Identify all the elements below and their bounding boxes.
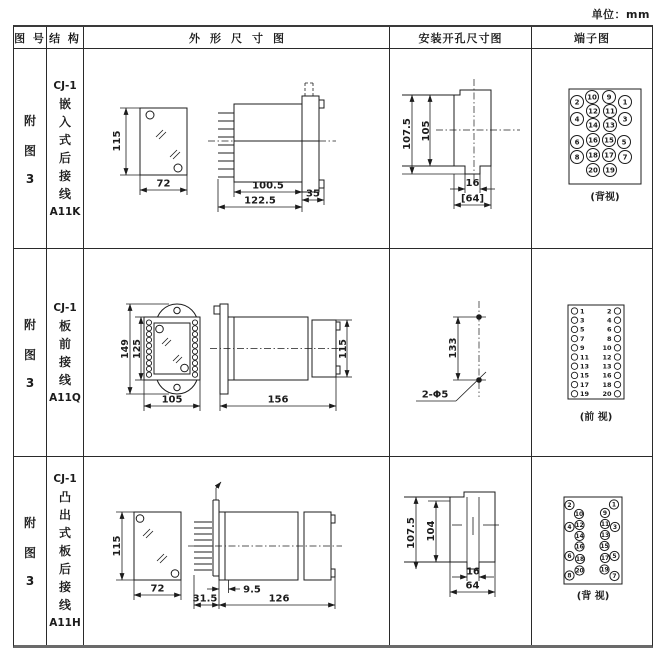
- text-line: 线: [58, 598, 71, 612]
- dim-115: 115: [112, 130, 123, 152]
- terminal-number-left: 3: [580, 316, 585, 325]
- text-line: A11K: [49, 205, 81, 218]
- dim-115: 115: [112, 535, 123, 557]
- terminal-diagram-a11h: [532, 457, 652, 645]
- text-line: CJ-1: [53, 301, 77, 314]
- mount-hole-bottom: [476, 377, 482, 383]
- text-line: CJ-1: [53, 473, 77, 485]
- terminal-number-right: 13: [602, 362, 612, 371]
- outline-drawing-a11k: [84, 49, 390, 249]
- terminal-number: 4: [567, 524, 572, 532]
- terminal-circles-rear: [571, 91, 632, 177]
- dim-35: 35: [306, 188, 320, 200]
- mount-drawing-a11k: [390, 49, 532, 249]
- terminal-number: 15: [604, 136, 614, 145]
- terminal-number: 9: [606, 93, 612, 102]
- terminal-number-left: 5: [580, 325, 585, 334]
- text-line: 接: [58, 168, 71, 183]
- structure-row3: [47, 457, 84, 645]
- dim-72: 72: [150, 583, 165, 595]
- text-line: CJ-1: [53, 79, 77, 92]
- terminal-number: 14: [575, 533, 584, 541]
- text-line: 附: [23, 516, 36, 530]
- header-fig-number: 图 号: [14, 27, 47, 49]
- text-line: 附: [23, 113, 36, 128]
- terminal-number: 15: [600, 543, 609, 551]
- dim-115-side: 115: [338, 339, 349, 359]
- terminal-number: 3: [622, 115, 628, 124]
- text-line: 3: [25, 171, 35, 186]
- terminal-number: 5: [621, 138, 627, 147]
- outline-drawing-a11h: [84, 457, 390, 645]
- text-line: 接: [58, 580, 71, 594]
- terminal-number-left: 11: [580, 353, 590, 362]
- terminal-number: 6: [574, 138, 580, 147]
- unit-label: 单位：mm: [591, 8, 650, 21]
- terminal-number-right: 20: [602, 390, 612, 399]
- text-line: 前: [58, 336, 71, 351]
- dim-2-phi5: 2-Φ5: [421, 389, 449, 401]
- text-line: 线: [58, 372, 71, 387]
- a11h-front-view: [112, 512, 181, 600]
- terminal-number: 18: [575, 556, 585, 564]
- terminal-number: 13: [605, 121, 615, 130]
- terminal-number: 8: [567, 572, 572, 580]
- terminal-number: 17: [600, 555, 610, 563]
- dim-125: 125: [132, 339, 143, 359]
- structure-row1: [47, 49, 84, 249]
- dim-105-w: 105: [161, 394, 183, 406]
- terminal-number-left: 1: [580, 307, 585, 316]
- text-line: 接: [58, 354, 71, 369]
- text-line: 附: [23, 317, 36, 332]
- dim-122-5: 122.5: [244, 195, 276, 207]
- terminal-diagram-a11k: [532, 49, 652, 249]
- terminal-number: 10: [587, 93, 597, 102]
- dim-107-5: 107.5: [406, 517, 417, 549]
- view-label-rear: (背视): [590, 192, 620, 203]
- terminal-rows-front: [571, 307, 620, 398]
- terminal-number-left: 13: [580, 362, 590, 371]
- a11q-side-view: [210, 304, 352, 411]
- hatch-marks: [143, 529, 167, 563]
- terminal-number: 13: [600, 532, 610, 540]
- text-line: 3: [25, 375, 35, 390]
- text-line: 图: [23, 546, 36, 560]
- a11k-front-view: [112, 108, 187, 195]
- fig-number-row1: [14, 49, 47, 249]
- text-line: 板: [58, 318, 71, 333]
- dim-104: 104: [426, 520, 437, 542]
- drawing-table: [13, 25, 653, 648]
- terminal-number-right: 16: [602, 371, 612, 380]
- terminal-number-left: 17: [580, 380, 590, 389]
- dim-16: 16: [466, 566, 480, 578]
- terminal-number: 7: [612, 573, 617, 581]
- terminal-number: 12: [575, 522, 584, 530]
- terminal-number-left: 19: [580, 390, 590, 399]
- dim-126: 126: [268, 593, 290, 605]
- dim-156: 156: [267, 394, 289, 406]
- a11k-side-view: [208, 83, 336, 212]
- terminal-pins: [218, 113, 234, 177]
- text-line: A11Q: [49, 391, 81, 404]
- view-label-rear: (背 视): [576, 591, 610, 602]
- text-line: 3: [25, 574, 35, 588]
- header-terminal-diagram: 端子图: [532, 27, 652, 49]
- terminal-number: 18: [588, 151, 598, 160]
- terminal-number: 10: [574, 511, 584, 519]
- terminal-number: 9: [602, 510, 608, 518]
- header-structure: 结 构: [47, 27, 84, 49]
- terminal-number: 16: [588, 136, 598, 145]
- terminal-diagram-a11q: [532, 249, 652, 457]
- text-line: 式: [58, 526, 71, 540]
- terminal-number: 19: [600, 566, 609, 574]
- terminal-number-right: 4: [606, 316, 612, 325]
- text-line: 后: [58, 150, 71, 165]
- mount-drawing-a11q: [390, 249, 532, 457]
- terminal-number: 5: [612, 553, 617, 561]
- text-line: 图: [23, 143, 36, 158]
- terminal-number: 11: [600, 521, 610, 529]
- terminal-number-right: 8: [606, 334, 612, 343]
- mount-drawing-a11h: [390, 457, 532, 645]
- terminal-box: [564, 497, 622, 584]
- terminal-number: 6: [567, 553, 572, 561]
- terminal-number: 1: [611, 501, 617, 509]
- terminal-circles-rear: [565, 500, 620, 581]
- terminal-number: 16: [575, 543, 584, 551]
- dim-9-5: 9.5: [243, 584, 261, 596]
- dim-31-5: 31.5: [192, 593, 218, 605]
- a11h-side-view: [188, 482, 342, 609]
- text-line: A11H: [49, 617, 81, 629]
- fig-number-row2: [14, 249, 47, 457]
- hatch-marks: [156, 130, 180, 159]
- terminal-number: 20: [588, 166, 598, 175]
- text-line: 出: [58, 508, 71, 522]
- terminal-number-right: 10: [602, 344, 612, 353]
- terminal-number-left: 15: [580, 371, 590, 380]
- terminal-number: 1: [622, 98, 628, 107]
- terminal-number-left: 7: [580, 334, 585, 343]
- header-mount-dims: 安装开孔尺寸图: [390, 27, 532, 49]
- text-line: 后: [58, 562, 71, 576]
- text-line: 式: [58, 132, 71, 147]
- terminal-number: 2: [567, 502, 572, 510]
- dim-64: 64: [465, 580, 480, 592]
- terminal-number-right: 12: [602, 353, 612, 362]
- dim-149: 149: [120, 339, 131, 359]
- view-label-front: (前 视): [579, 412, 613, 423]
- text-line: 图: [23, 347, 36, 362]
- mount-hole-top: [476, 314, 482, 320]
- fig-number-row3: [14, 457, 47, 645]
- text-line: 板: [58, 544, 71, 558]
- terminal-number: 3: [612, 524, 618, 532]
- outline-drawing-a11q: [84, 249, 390, 457]
- dim-100-5: 100.5: [252, 180, 284, 192]
- header-outline-dims: 外形尺寸图: [84, 27, 390, 49]
- terminal-number: 4: [574, 115, 580, 124]
- text-line: 嵌: [58, 96, 71, 111]
- terminal-number-left: 9: [580, 344, 585, 353]
- terminal-box: [568, 305, 624, 399]
- terminal-number: 19: [605, 166, 615, 175]
- terminal-number: 7: [622, 153, 628, 162]
- terminal-number: 12: [588, 107, 598, 116]
- dim-107-5: 107.5: [402, 118, 413, 150]
- terminal-number: 11: [605, 107, 615, 116]
- terminal-number: 20: [575, 567, 584, 575]
- terminal-number-right: 18: [602, 380, 612, 389]
- text-line: 线: [58, 186, 71, 201]
- dim-64: [64]: [460, 193, 485, 205]
- structure-row2: [47, 249, 84, 457]
- text-line: 入: [58, 114, 71, 129]
- terminal-number-right: 6: [606, 325, 612, 334]
- dim-72: 72: [156, 178, 171, 190]
- text-line: 凸: [58, 490, 71, 504]
- terminal-number: 2: [574, 98, 580, 107]
- a11q-front-view: [120, 304, 200, 411]
- dim-105: 105: [421, 120, 432, 142]
- terminal-number: 17: [604, 151, 614, 160]
- dim-16: 16: [465, 178, 480, 189]
- terminal-number: 14: [588, 121, 598, 130]
- terminal-number: 8: [574, 153, 580, 162]
- terminal-number-right: 2: [606, 307, 612, 316]
- dim-133: 133: [448, 337, 459, 359]
